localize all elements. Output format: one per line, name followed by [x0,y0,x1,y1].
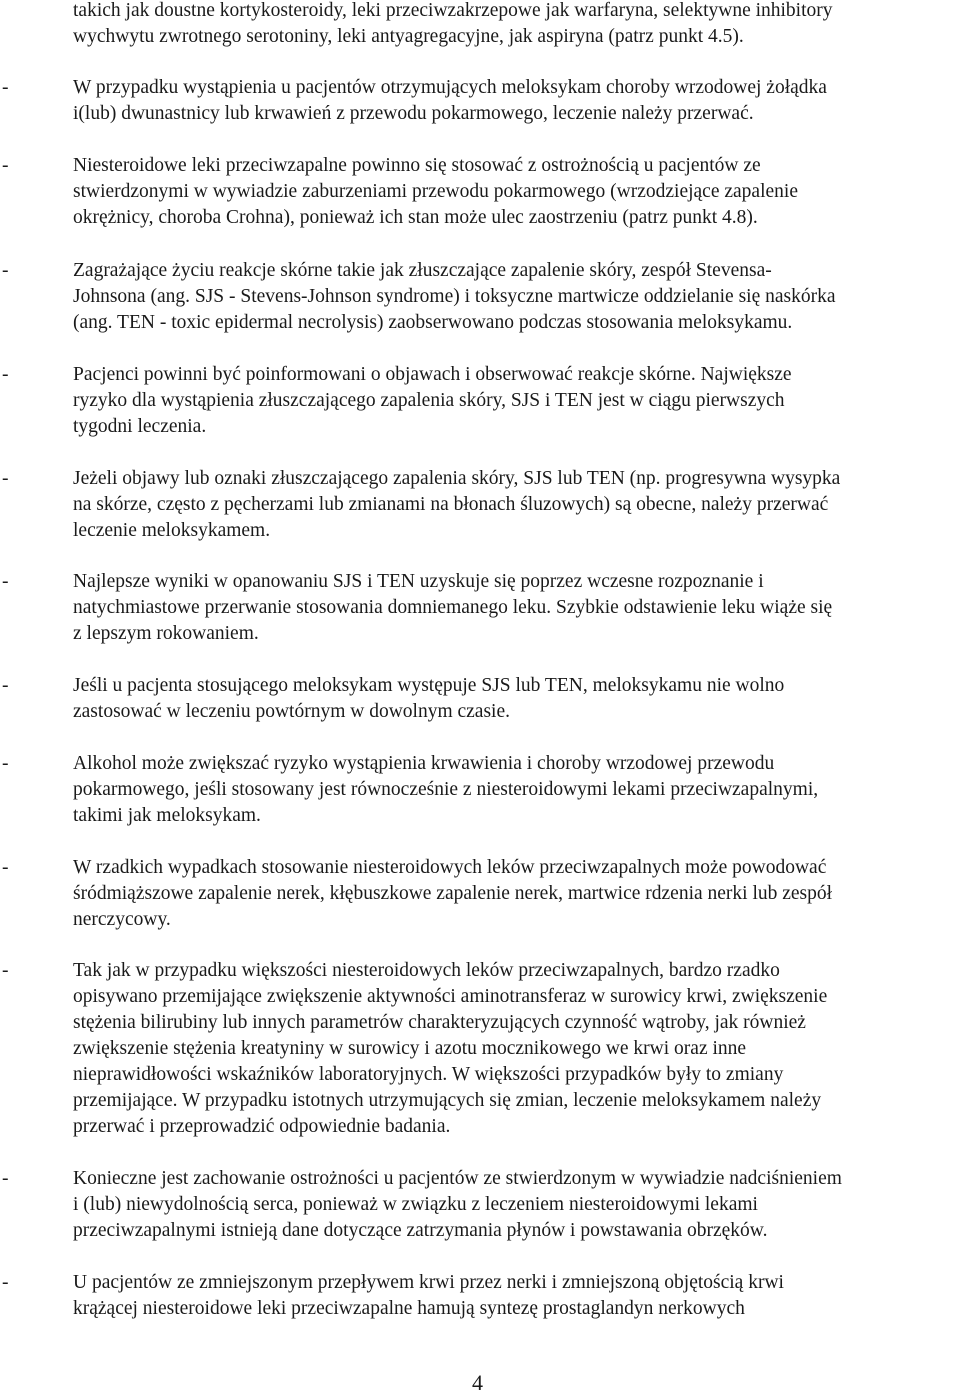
text-line: krążącej niesteroidowe leki przeciwzapalne hamują syntezę prostaglandyn nerkowych [73,1298,745,1319]
bullet-dash: - [2,675,9,696]
text-line: Niesteroidowe leki przeciwzapalne powinno się stosować z ostrożnością u pacjentów ze [73,155,761,176]
text-line: Tak jak w przypadku większości niesteroidowych leków przeciwzapalnych, bardzo rzadko [73,960,780,981]
text-line: Jeżeli objawy lub oznaki złuszczającego zapalenia skóry, SJS lub TEN (np. progresywna wysypka [73,468,841,489]
bullet-dash: - [2,857,9,878]
text-line: Pacjenci powinni być poinformowani o objawach i obserwować reakcje skórne. Największe [73,364,792,385]
text-line: na skórze, często z pęcherzami lub zmianami na błonach śluzowych) są obecne, należy przerwać [73,494,829,515]
bullet-dash: - [2,1272,9,1293]
text-line: Jeśli u pacjenta stosującego meloksykam występuje SJS lub TEN, meloksykamu nie wolno [73,675,785,696]
text-line: ryzyko dla wystąpienia złuszczającego zapalenia skóry, SJS i TEN jest w ciągu pierwszych [73,390,785,411]
text-line: takimi jak meloksykam. [73,805,261,826]
text-line: Alkohol może zwiększać ryzyko wystąpienia krwawienia i choroby wrzodowej przewodu [73,753,775,774]
page-number: 4 [472,1370,483,1395]
text-line: zwiększenie stężenia kreatyniny w surowicy i azotu mocznikowego we krwi oraz inne [73,1038,747,1059]
text-line: U pacjentów ze zmniejszonym przepływem krwi przez nerki i zmniejszoną objętością krwi [73,1272,784,1293]
text-line: (ang. TEN - toxic epidermal necrolysis) zaobserwowano podczas stosowania meloksykamu. [73,312,793,333]
text-line: z lepszym rokowaniem. [73,623,259,644]
text-line: takich jak doustne kortykosteroidy, leki przeciwzakrzepowe jak warfaryna, selektywne inhibitory [73,0,833,21]
text-line: W przypadku wystąpienia u pacjentów otrzymujących meloksykam choroby wrzodowej żołądka [73,77,827,98]
text-line: nieprawidłowości wskaźników laboratoryjnych. W większości przypadków były to zmiany [73,1064,784,1085]
text-line: natychmiastowe przerwanie stosowania domniemanego leku. Szybkie odstawienie leku wiąże się [73,597,833,618]
bullet-dash: - [2,468,9,489]
text-line: tygodni leczenia. [73,416,207,437]
bullet-dash: - [2,960,9,981]
bullet-dash: - [2,1168,9,1189]
bullet-dash: - [2,571,9,592]
bullet-dash: - [2,155,9,176]
bullet-dash: - [2,364,9,385]
bullet-dash: - [2,753,9,774]
text-line: stężenia bilirubiny lub innych parametrów charakteryzujących czynność wątroby, jak również [73,1012,806,1033]
text-line: przemijające. W przypadku istotnych utrzymujących się zmian, leczenie meloksykamem należy [73,1090,822,1111]
text-line: pokarmowego, jeśli stosowany jest równocześnie z niesteroidowymi lekami przeciwzapalnymi, [73,779,819,800]
text-line: wychwytu zwrotnego serotoniny, leki antyagregacyjne, jak aspiryna (patrz punkt 4.5). [73,26,744,47]
text-line: i (lub) niewydolnością serca, ponieważ w związku z leczeniem niesteroidowymi lekami [73,1194,758,1215]
bullet-dash: - [2,77,9,98]
text-line: leczenie meloksykamem. [73,520,271,541]
text-line: okrężnicy, choroba Crohna), ponieważ ich stan może ulec zaostrzeniu (patrz punkt 4.8). [73,207,758,228]
text-line: opisywano przemijające zwiększenie aktywności aminotransferaz w surowicy krwi, zwiększenie [73,986,828,1007]
text-line: W rzadkich wypadkach stosowanie niesteroidowych leków przeciwzapalnych może powodować [73,857,827,878]
text-line: przerwać i przeprowadzić odpowiednie badania. [73,1116,451,1137]
text-line: i(lub) dwunastnicy lub krwawień z przewodu pokarmowego, leczenie należy przerwać. [73,103,754,124]
text-line: Zagrażające życiu reakcje skórne takie jak złuszczające zapalenie skóry, zespół Stevensa- [73,260,772,281]
text-line: Konieczne jest zachowanie ostrożności u pacjentów ze stwierdzonym w wywiadzie nadciśnieniem [73,1168,842,1189]
text-line: Johnsona (ang. SJS - Stevens-Johnson syndrome) i toksyczne martwicze oddzielanie się naskórka [73,286,836,307]
text-line: stwierdzonymi w wywiadzie zaburzeniami przewodu pokarmowego (wrzodziejące zapalenie [73,181,798,202]
bullet-dash: - [2,260,9,281]
text-line: Najlepsze wyniki w opanowaniu SJS i TEN uzyskuje się poprzez wczesne rozpoznanie i [73,571,764,592]
text-line: nerczycowy. [73,909,171,930]
text-line: przeciwzapalnymi istnieją dane dotyczące zatrzymania płynów i powstawania obrzęków. [73,1220,768,1241]
text-line: śródmiąższowe zapalenie nerek, kłębuszkowe zapalenie nerek, martwice rdzenia nerki lub zespół [73,883,833,904]
text-line: zastosować w leczeniu powtórnym w dowolnym czasie. [73,701,510,722]
